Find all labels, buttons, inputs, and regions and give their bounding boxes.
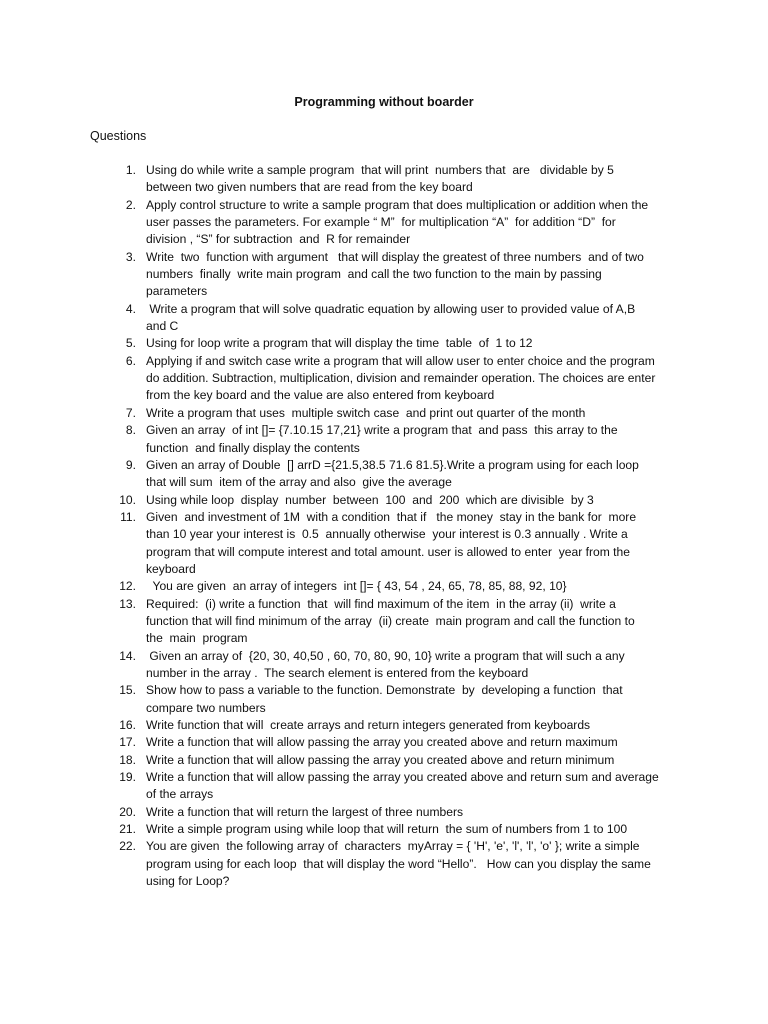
question-text-line: of the arrays <box>146 787 214 802</box>
question-item <box>100 249 660 301</box>
question-text-line: using for Loop? <box>146 874 230 889</box>
question-text-line: Using for loop write a program that will display the time table of 1 to 12 <box>146 336 533 351</box>
question-text-line: function and finally display the contents <box>146 440 360 455</box>
question-number: 3. <box>125 249 136 264</box>
question-text-line: user passes the parameters. For example “ M” for multiplication “A” for addition “D” for <box>146 215 616 230</box>
question-text <box>146 682 660 717</box>
question-text-line: Write a function that will allow passing the array you created above and return sum and average <box>146 770 659 785</box>
question-text-line: Required: (i) write a function that will find maximum of the item in the array (ii) write a <box>146 596 616 611</box>
question-text-line: Write a program that will solve quadratic equation by allowing user to provided value of A,B <box>146 301 636 316</box>
question-number: 21. <box>119 822 136 837</box>
question-text-line: Write a function that will allow passing the array you created above and return maximum <box>146 735 618 750</box>
question-number: 13. <box>119 596 136 611</box>
question-text-line: compare two numbers <box>146 700 266 715</box>
question-text-line: Write a simple program using while loop that will return the sum of numbers from 1 to 100 <box>146 822 628 837</box>
question-number: 19. <box>119 770 136 785</box>
question-text-line: program that will compute interest and total amount. user is allowed to enter year from the <box>146 544 630 559</box>
question-text <box>146 752 660 769</box>
question-text-line: Write two function with argument that will display the greatest of three numbers and of two <box>146 249 644 264</box>
question-text-line: Write a function that will allow passing the array you created above and return minimum <box>146 752 615 767</box>
question-text-line: Apply control structure to write a sample program that does multiplication or addition when the <box>146 197 649 212</box>
question-text-line: Given an array of int []= {7.10.15 17,21} write a program that and pass this array to the <box>146 423 618 438</box>
question-text-line: Applying if and switch case write a program that will allow user to enter choice and the program <box>146 353 655 368</box>
question-text <box>146 162 660 197</box>
question-text-line: than 10 year your interest is 0.5 annually otherwise your interest is 0.3 annually . Write a <box>146 527 628 542</box>
question-text-line: and C <box>146 319 179 334</box>
question-number: 6. <box>125 353 136 368</box>
question-text-line: number in the array . The search element is entered from the keyboard <box>146 665 529 680</box>
question-text-line: You are given an array of integers int []= { 43, 54 , 24, 65, 78, 85, 88, 92, 10} <box>146 579 567 594</box>
question-text-line: Using while loop display number between 100 and 200 which are divisible by 3 <box>146 492 594 507</box>
question-number: 18. <box>119 752 136 767</box>
question-text <box>146 422 660 457</box>
question-text-line: Given an array of Double [] arrD ={21.5,38.5 71.6 81.5}.Write a program using for each loop <box>146 457 639 472</box>
question-number: 7. <box>125 405 136 420</box>
question-item <box>100 682 660 717</box>
question-text <box>146 457 660 492</box>
question-number: 12. <box>119 579 136 594</box>
question-text-line: parameters <box>146 284 208 299</box>
question-number: 11. <box>120 509 136 524</box>
question-item <box>100 734 660 751</box>
question-text <box>146 197 660 249</box>
question-text-line: numbers finally write main program and call the two function to the main by passing <box>146 267 602 282</box>
question-item <box>100 353 660 405</box>
question-text <box>146 301 660 336</box>
question-text-line: from the key board and the value are also entered from keyboard <box>146 388 495 403</box>
question-item <box>100 457 660 492</box>
question-item <box>100 422 660 457</box>
question-text <box>146 804 660 821</box>
question-text-line: the main program <box>146 631 248 646</box>
question-number: 2. <box>125 197 136 212</box>
question-item <box>100 492 660 509</box>
question-text <box>146 717 660 734</box>
question-text <box>146 596 660 648</box>
question-item <box>100 804 660 821</box>
question-item <box>100 769 660 804</box>
question-text <box>146 821 660 838</box>
question-text-line: Given and investment of 1M with a condition that if the money stay in the bank for more <box>146 509 637 524</box>
question-item <box>100 162 660 197</box>
question-text-line: that will sum item of the array and also give the average <box>146 475 452 490</box>
question-text <box>146 353 660 405</box>
question-text-line: Using do while write a sample program that will print numbers that are dividable by 5 <box>146 163 614 177</box>
question-item <box>100 405 660 422</box>
question-number: 15. <box>119 683 136 698</box>
document-title: Programming without boarder <box>294 95 474 109</box>
question-item <box>100 838 660 890</box>
question-number: 22. <box>119 839 136 854</box>
question-text-line: Write function that will create arrays and return integers generated from keyboards <box>146 718 591 732</box>
question-text-line: Given an array of {20, 30, 40,50 , 60, 70, 80, 90, 10} write a program that will such a any <box>146 648 625 663</box>
question-text-line: Write a function that will return the largest of three numbers <box>146 804 464 819</box>
question-text <box>146 509 660 578</box>
question-item <box>100 821 660 838</box>
question-text <box>146 335 660 352</box>
question-item <box>100 578 660 595</box>
question-text-line: Write a program that uses multiple switch case and print out quarter of the month <box>146 405 586 420</box>
question-text <box>146 578 660 595</box>
question-number: 1. <box>125 163 136 177</box>
question-item <box>100 752 660 769</box>
question-text <box>146 648 660 683</box>
question-text-line: between two given numbers that are read from the key board <box>146 180 473 195</box>
question-number: 9. <box>125 457 136 472</box>
question-number: 4. <box>125 301 136 316</box>
question-text-line: do addition. Subtraction, multiplication, division and remainder operation. The choices are enter <box>146 371 656 386</box>
questions-list <box>100 162 660 890</box>
question-item <box>100 717 660 734</box>
question-text <box>146 249 660 301</box>
question-item <box>100 335 660 352</box>
question-item <box>100 509 660 578</box>
question-text-line: program using for each loop that will display the word “Hello”. How can you display the same <box>146 856 651 871</box>
section-heading: Questions <box>90 129 147 143</box>
question-text-line: keyboard <box>146 561 196 576</box>
question-item <box>100 596 660 648</box>
question-text-line: You are given the following array of characters myArray = { 'H', 'e', 'l', 'l', 'o' }; write a simple <box>146 839 640 854</box>
question-text <box>146 838 660 890</box>
question-number: 14. <box>119 648 136 663</box>
question-text <box>146 734 660 751</box>
question-item <box>100 648 660 683</box>
question-number: 8. <box>125 423 136 438</box>
question-number: 17. <box>119 735 136 750</box>
question-item <box>100 301 660 336</box>
question-text-line: function that will find minimum of the array (ii) create main program and call the function to <box>146 613 635 628</box>
question-text <box>146 769 660 804</box>
question-number: 10. <box>119 492 136 507</box>
question-text <box>146 492 660 509</box>
question-item <box>100 197 660 249</box>
question-number: 5. <box>125 336 136 351</box>
question-text-line: Show how to pass a variable to the function. Demonstrate by developing a function that <box>146 683 623 698</box>
question-number: 16. <box>119 718 136 732</box>
question-text <box>146 405 660 422</box>
question-number: 20. <box>119 804 136 819</box>
question-text-line: division , “S” for subtraction and R for remainder <box>146 232 411 247</box>
